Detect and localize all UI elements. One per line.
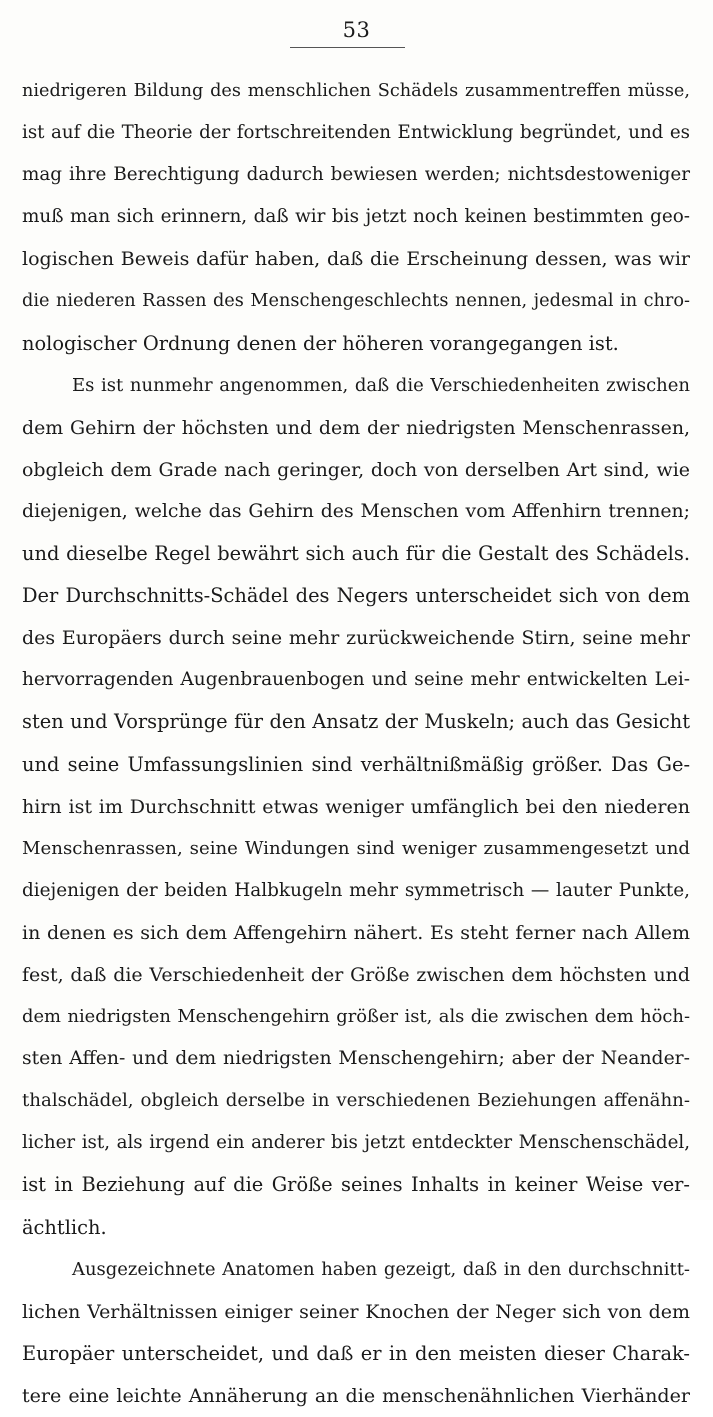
- text-line: Es ist nunmehr angenommen, daß die Verschiedenheiten zwischen: [72, 374, 690, 396]
- text-line: des Europäers durch seine mehr zurückweichende Stirn, seine mehr: [22, 627, 690, 650]
- text-line: ächtlich.: [22, 1215, 107, 1239]
- text-line: Menschenrassen, seine Windungen sind weniger zusammengesetzt und: [22, 837, 690, 859]
- text-line: niedrigeren Bildung des menschlichen Schädels zusammentreffen müsse,: [22, 81, 690, 101]
- text-line: dem niedrigsten Menschengehirn größer ist, als die zwischen dem höch-: [22, 1006, 690, 1028]
- text-line: sten und Vorsprünge für den Ansatz der Muskeln; auch das Gesicht: [22, 710, 690, 734]
- text-line: dem Gehirn der höchsten und dem der niedrigsten Menschenrassen,: [22, 416, 690, 439]
- text-line: obgleich dem Grade nach geringer, doch von derselben Art sind, wie: [22, 458, 690, 481]
- text-line: diejenigen der beiden Halbkugeln mehr symmetrisch — lauter Punkte,: [22, 879, 690, 901]
- text-line: Ausgezeichnete Anatomen haben gezeigt, daß in den durchschnitt-: [72, 1258, 690, 1280]
- text-line: ist in Beziehung auf die Größe seines Inhalts in keiner Weise ver-: [22, 1173, 690, 1197]
- text-line: hirn ist im Durchschnitt etwas weniger umfänglich bei den niederen: [22, 795, 690, 818]
- text-line: nologischer Ordnung denen der höheren vorangegangen ist.: [22, 331, 619, 355]
- text-line: Europäer unterscheidet, und daß er in den meisten dieser Charak-: [22, 1341, 690, 1365]
- text-line: ist auf die Theorie der fortschreitenden Entwicklung begründet, und es: [22, 122, 690, 144]
- text-line: fest, daß die Verschiedenheit der Größe zwischen dem höchsten und: [22, 963, 690, 986]
- body-text: [22, 70, 690, 1417]
- text-line: tere eine leichte Annäherung an die menschenähnlichen Vierhänder: [22, 1384, 690, 1407]
- text-line: und seine Umfassungslinien sind verhältnißmäßig größer. Das Ge-: [22, 752, 690, 776]
- text-line: thalschädel, obgleich derselbe in verschiedenen Beziehungen affenähn-: [22, 1090, 690, 1112]
- text-line: licher ist, als irgend ein anderer bis jetzt entdeckter Menschenschädel,: [22, 1132, 690, 1154]
- text-line: sten Affen- und dem niedrigsten Menschengehirn; aber der Neander-: [22, 1048, 690, 1070]
- text-line: hervorragenden Augenbrauenbogen und seine mehr entwickelten Lei-: [22, 669, 690, 691]
- page-number: 53: [342, 18, 371, 42]
- text-line: die niederen Rassen des Menschengeschlechts nennen, jedesmal in chro-: [22, 291, 690, 312]
- text-line: diejenigen, welche das Gehirn des Menschen vom Affenhirn trennen;: [22, 500, 690, 522]
- paragraph-2: [22, 365, 690, 1249]
- header-rule: [290, 47, 405, 48]
- text-line: mag ihre Berechtigung dadurch bewiesen werden; nichtsdestoweniger: [22, 164, 690, 186]
- text-line: lichen Verhältnissen einiger seiner Knochen der Neger sich von dem: [22, 1300, 690, 1323]
- text-line: Der Durchschnitts-Schädel des Negers unterscheidet sich von dem: [22, 584, 690, 608]
- text-line: muß man sich erinnern, daß wir bis jetzt noch keinen bestimmten geo-: [22, 206, 690, 228]
- page-header: [0, 18, 713, 42]
- text-line: und dieselbe Regel bewährt sich auch für die Gestalt des Schädels.: [22, 542, 690, 566]
- text-line: in denen es sich dem Affengehirn nähert. Es steht ferner nach Allem: [22, 921, 690, 944]
- paragraph-1: [22, 70, 690, 365]
- text-line: logischen Beweis dafür haben, daß die Erscheinung dessen, was wir: [22, 248, 690, 271]
- paragraph-3: [22, 1249, 690, 1417]
